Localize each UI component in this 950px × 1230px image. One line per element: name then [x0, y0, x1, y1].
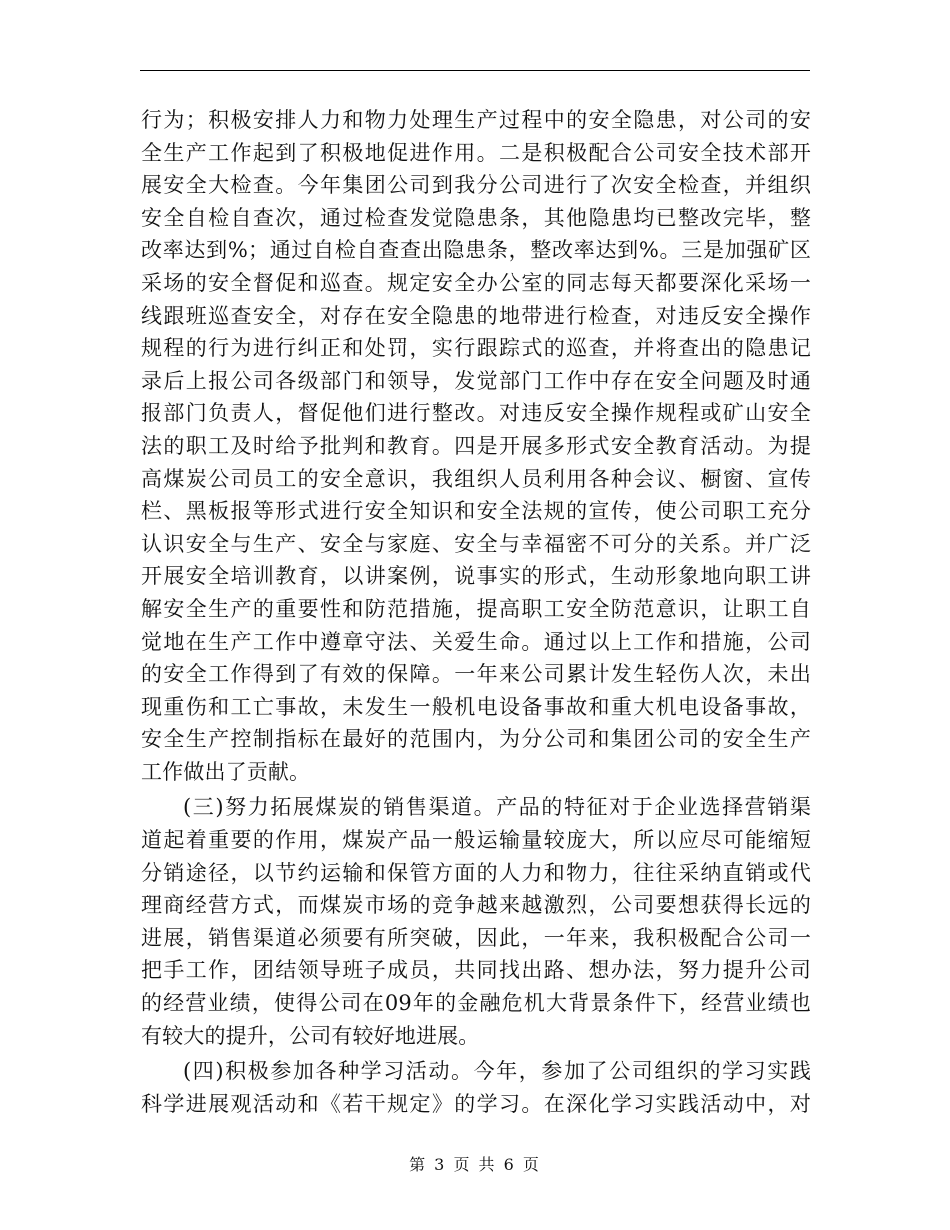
text-line: 展安全大检查。今年集团公司到我分公司进行了次安全检查，并组织 — [141, 173, 811, 198]
text-line: 理商经营方式，而煤炭市场的竞争越来越激烈，公司要想获得长远的 — [141, 893, 811, 918]
text-line: 录后上报公司各级部门和领导，发觉部门工作中存在安全问题及时通 — [141, 368, 811, 393]
text-line: 科学进展观活动和《若干规定》的学习。在深化学习实践活动中，对 — [141, 1091, 811, 1116]
text-line: 分销途径，以节约运输和保管方面的人力和物力，往往采纳直销或代 — [141, 860, 811, 885]
header-rule — [140, 70, 810, 71]
text-line: 现重伤和工亡事故，未发生一般机电设备事故和重大机电设备事故， — [141, 694, 811, 719]
body-text — [141, 104, 811, 1120]
text-line: 报部门负责人，督促他们进行整改。对违反安全操作规程或矿山安全 — [141, 401, 811, 426]
text-line: 全生产工作起到了积极地促进作用。二是积极配合公司安全技术部开 — [141, 140, 811, 165]
text-line: 有较大的提升，公司有较好地进展。 — [141, 1023, 480, 1048]
text-line: 进展，销售渠道必须要有所突破，因此，一年来，我积极配合公司一 — [141, 925, 811, 950]
text-line: 线跟班巡查安全，对存在安全隐患的地带进行检查，对违反安全操作 — [141, 303, 811, 328]
text-line: 高煤炭公司员工的安全意识，我组织人员利用各种会议、橱窗、宣传 — [141, 466, 811, 491]
text-line: 解安全生产的重要性和防范措施，提高职工安全防范意识，让职工自 — [141, 596, 811, 621]
text-line: 的安全工作得到了有效的保障。一年来公司累计发生轻伤人次，未出 — [141, 662, 811, 687]
text-line: 改率达到%；通过自检自查查出隐患条，整改率达到%。三是加强矿区 — [141, 238, 811, 263]
text-line: 栏、黑板报等形式进行安全知识和安全法规的宣传，使公司职工充分 — [141, 499, 811, 524]
text-line: 采场的安全督促和巡查。规定安全办公室的同志每天都要深化采场一 — [141, 270, 811, 295]
text-line: 规程的行为进行纠正和处罚，实行跟踪式的巡查，并将查出的隐患记 — [141, 336, 811, 361]
text-line: 的经营业绩，使得公司在09年的金融危机大背景条件下，经营业绩也 — [141, 991, 811, 1016]
page-footer: 第 3 页 共 6 页 — [409, 1155, 541, 1174]
text-line: 道起着重要的作用，煤炭产品一般运输量较庞大，所以应尽可能缩短 — [141, 828, 811, 853]
text-line: 工作做出了贡献。 — [141, 759, 311, 784]
text-line: 法的职工及时给予批判和教育。四是开展多形式安全教育活动。为提 — [141, 433, 811, 458]
paragraph-3-first-line: (三)努力拓展煤炭的销售渠道。产品的特征对于企业选择营销渠 — [183, 795, 811, 820]
text-line: 安全自检自查次，通过检查发觉隐患条，其他隐患均已整改完毕，整 — [141, 205, 811, 230]
text-line: 把手工作，团结领导班子成员，共同找出路、想办法，努力提升公司 — [141, 958, 811, 983]
text-line: 觉地在生产工作中遵章守法、关爱生命。通过以上工作和措施，公司 — [141, 629, 811, 654]
text-line: 行为；积极安排人力和物力处理生产过程中的安全隐患，对公司的安 — [141, 108, 811, 132]
text-line: 安全生产控制指标在最好的范围内，为分公司和集团公司的安全生产 — [141, 727, 811, 752]
text-line: 认识安全与生产、安全与家庭、安全与幸福密不可分的关系。并广泛 — [141, 531, 811, 556]
text-line: 开展安全培训教育，以讲案例，说事实的形式，生动形象地向职工讲 — [141, 564, 811, 589]
paragraph-4-first-line: (四)积极参加各种学习活动。今年，参加了公司组织的学习实践 — [183, 1059, 811, 1084]
